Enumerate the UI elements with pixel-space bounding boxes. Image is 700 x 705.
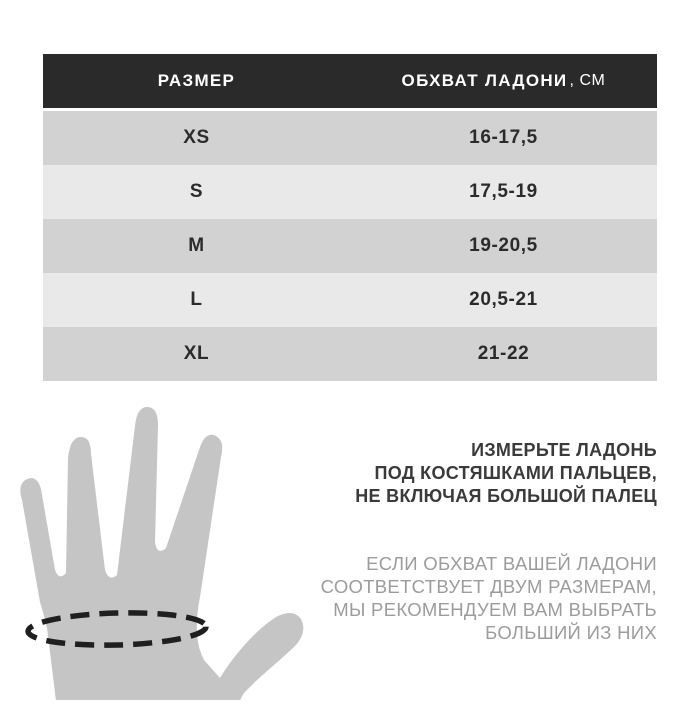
table-header-row: [43, 54, 657, 108]
hand-icon: [10, 390, 310, 700]
size-cell: XS: [183, 127, 210, 148]
size-recommendation-line: ЕСЛИ ОБХВАТ ВАШЕЙ ЛАДОНИ: [366, 553, 657, 574]
table-body: [43, 111, 657, 381]
column-header-size: [43, 54, 350, 108]
size-cell: XL: [183, 343, 210, 364]
table-row-xs: [43, 111, 657, 165]
size-cell: M: [188, 235, 205, 256]
range-cell: 21-22: [477, 343, 530, 364]
measure-instruction-line: ИЗМЕРЬТЕ ЛАДОНЬ: [471, 440, 657, 460]
size-table: [43, 54, 657, 381]
measure-instruction-line: ПОД КОСТЯШКАМИ ПАЛЬЦЕВ,: [374, 463, 657, 483]
size-recommendation-line: БОЛЬШИЙ ИЗ НИХ: [485, 622, 657, 643]
table-row-s: [43, 165, 657, 219]
range-cell: 20,5-21: [469, 289, 538, 310]
measure-instruction-note: [355, 439, 657, 508]
measure-instruction-line: НЕ ВКЛЮЧАЯ БОЛЬШОЙ ПАЛЕЦ: [355, 486, 657, 506]
range-cell: 19-20,5: [469, 235, 538, 256]
column-header-circumference: [350, 54, 657, 108]
size-cell: L: [190, 289, 203, 310]
size-cell: S: [189, 181, 204, 202]
table-row-l: [43, 273, 657, 327]
column-header-size-label: РАЗМЕР: [157, 71, 236, 90]
range-cell: 16-17,5: [469, 127, 538, 148]
hand-silhouette: [20, 407, 303, 700]
column-header-units-label: , СМ: [569, 72, 606, 89]
range-cell: 17,5-19: [469, 181, 538, 202]
table-row-xl: [43, 327, 657, 381]
size-recommendation-note: [321, 552, 657, 644]
table-row-m: [43, 219, 657, 273]
column-header-circumference-label: ОБХВАТ ЛАДОНИ: [401, 71, 568, 90]
hand-illustration: [10, 390, 310, 700]
size-recommendation-line: СООТВЕТСТВУЕТ ДВУМ РАЗМЕРАМ,: [320, 576, 657, 597]
size-recommendation-line: МЫ РЕКОМЕНДУЕМ ВАМ ВЫБРАТЬ: [333, 599, 657, 620]
